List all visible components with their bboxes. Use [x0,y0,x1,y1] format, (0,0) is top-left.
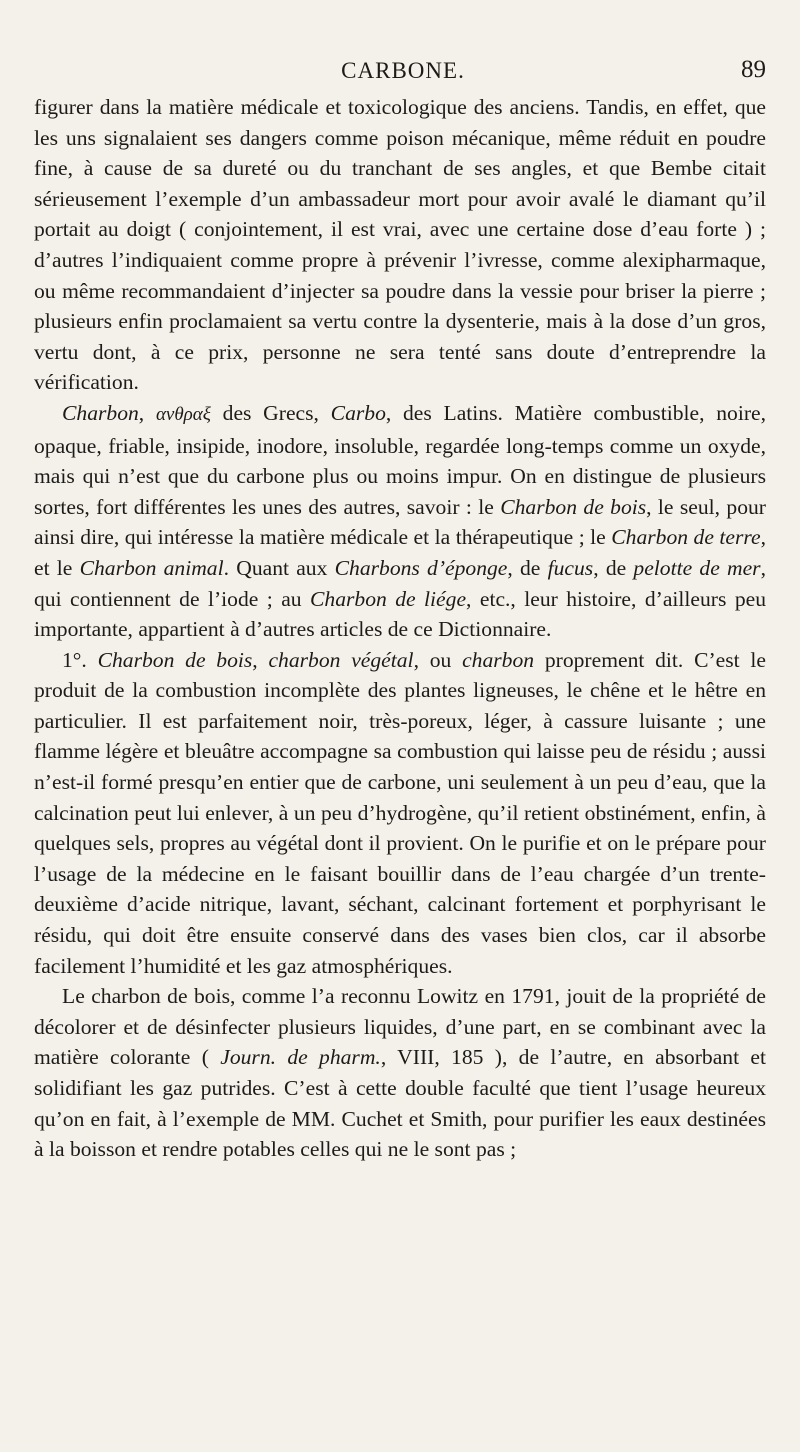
body-text [34,92,766,1165]
term-charbon-de-liege: Charbon de liége [310,586,467,611]
paragraph-lowitz: Le charbon de bois, comme l’a reconnu Lowitz en 1791, jouit de la propriété de décolorer et de désinfecter plusieurs liquides, d’une part, en se combinant avec la matière colorante ( Journ. de pharm., VIII, 185 ), de l’autre, en absorbant et solidifiant les gaz putrides. C’est à cette double faculté que tient l’usage heureux qu’on en fait, à l’exemple de MM. Cuchet et Smith, pour purifier les eaux destinées à la boisson et rendre potables celles qui ne le sont pas ; [34,984,766,1162]
paragraph-charbon-de-bois: 1°. Charbon de bois, charbon végétal, ou charbon proprement dit. C’est le produit de la combustion incomplète des plantes ligneuses, le chêne et le hêtre en particulier. Il est parfaitement noir, très-poreux, léger, à cassure luisante ; une flamme légère et bleuâtre accompagne sa combustion qui laisse peu de résidu ; aussi n’est-il formé presqu’en entier que de carbone, uni seulement à un peu d’eau, que la calcination peut lui enlever, à un peu d’hydrogène, qu’il retient obstinément, enfin, à quelques sels, propres au végétal dont il provient. On le purifie et on le prépare pour l’usage de la médecine en le faisant bouillir dans de l’eau chargée d’un trente-deuxième d’acide nitrique, lavant, séchant, calcinant fortement et porphyrisant le résidu, qui doit être ensuite conservé dans des vases bien clos, car il absorbe facilement l’humidité et les gaz atmosphériques. [34,647,767,978]
page-number: 89 [741,56,766,83]
greek-term: ανθραξ [155,403,211,425]
term-charbon: charbon [462,647,535,672]
citation-journ-pharm: Journ. de pharm. [220,1045,381,1070]
page-header [36,58,770,92]
term-charbons-eponge: Charbons d’éponge [334,555,508,580]
paragraph-charbon-definition: Charbon, ανθραξ des Grecs, Carbo, des Latins. Matière combustible, noire, opaque, friable, insipide, inodore, insoluble, regardée long-temps comme un oxyde, mais qui n’est que du carbone plus ou moins impur. On en distingue de plusieurs sortes, fort différentes les unes des autres, savoir : le Charbon de bois, le seul, pour ainsi dire, qui intéresse la matière médicale et la thérapeutique ; le Charbon de terre, et le Charbon animal. Quant aux Charbons d’éponge, de fucus, de pelotte de mer, qui contiennent de l’iode ; au Charbon de liége, etc., leur histoire, d’ailleurs peu importante, appartient à d’autres articles de ce Dictionnaire. [34,400,766,642]
term-charbon-vegetal: charbon végétal [268,647,414,672]
term-fucus: fucus [547,555,594,580]
term-charbon-de-bois-heading: Charbon de bois [97,647,253,672]
term-pelotte-de-mer: pelotte de mer [633,555,761,580]
term-charbon-de-bois: Charbon de bois [500,494,647,519]
term-charbon-de-terre: Charbon de terre [611,525,761,550]
term-charbon-animal: Charbon animal [79,555,224,580]
section-number: 1°. [62,647,98,672]
paragraph-diamant: figurer dans la matière médicale et toxicologique des anciens. Tandis, en effet, que les uns signalaient ses dangers comme poison mécanique, même réduit en poudre fine, à cause de sa dureté ou du tranchant de ses angles, et que Bembe citait sérieusement l’exemple d’un ambassadeur mort pour avoir avalé le diamant qu’il portait au doigt ( conjointement, il est vrai, avec une certaine dose d’eau forte ) ; d’autres l’indiquaient comme propre à prévenir l’ivresse, comme alexipharmaque, ou même recommandaient d’injecter sa poudre dans la vessie pour briser la pierre ; plusieurs enfin proclamaient sa vertu contre la dysenterie, mais à la dose d’un gros, vertu dont, à ce prix, personne ne sera tenté sans doute d’entreprendre la vérification. [34,95,766,395]
term-carbo: Carbo [330,400,386,425]
running-title: CARBONE. [341,58,465,83]
term-charbon: Charbon [62,400,139,425]
